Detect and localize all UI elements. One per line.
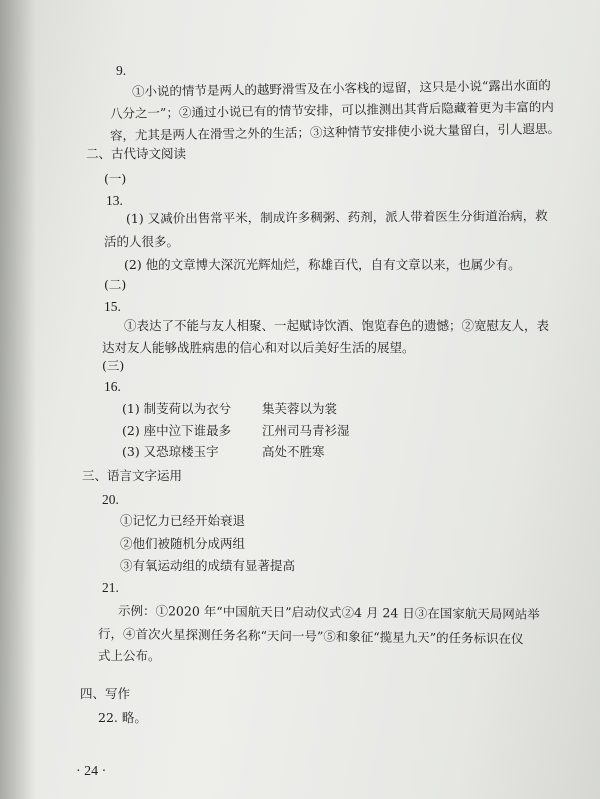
- q22-line: 22. 略。: [98, 710, 147, 725]
- q13-line-2: 活的人很多。: [104, 234, 180, 249]
- q13-line-1: (1) 又减价出售常平米，制成许多稠粥、药剂，派人带着医生分街道治病，救: [125, 208, 548, 226]
- q9-line-1: ①小说的情节是两人的越野滑雪及在小客栈的逗留，这只是小说“露出水面的: [131, 77, 551, 99]
- q21-line-3: 式上公布。: [98, 648, 161, 663]
- q21-number: 21.: [102, 580, 119, 595]
- section-2-part-1: (一): [104, 171, 127, 186]
- section-2-part-2: (二): [104, 277, 127, 292]
- q16-row-2-b: 江州司马青衫湿: [262, 423, 350, 438]
- page-number: · 24 ·: [76, 764, 107, 779]
- q15-line-1: ①表达了不能与友人相聚、一起赋诗饮酒、饱览春色的遗憾；②宽慰友人，表: [124, 318, 550, 333]
- q13-number: 13.: [106, 193, 123, 208]
- section-3-heading: 三、语言文字运用: [82, 468, 183, 483]
- q21-line-1: 示例：①2020 年“中国航天日”启动仪式②4 月 24 日③在国家航天局网站举: [117, 603, 540, 622]
- q9-number: 9.: [116, 63, 127, 78]
- q9-line-2: 八分之一”；②通过小说已有的情节安排，可以推测出其背后隐藏着更为丰富的内: [109, 99, 554, 121]
- section-4-heading: 四、写作: [80, 686, 131, 701]
- q16-row-3-b: 高处不胜寒: [262, 444, 325, 459]
- q16-row-3-a: (3) 又恐琼楼玉宇: [122, 444, 219, 459]
- q20-line-2: ②他们被随机分成两组: [120, 536, 246, 551]
- q20-number: 20.: [102, 492, 119, 507]
- page-shadow: [0, 0, 36, 799]
- q9-line-3: 容，尤其是两人在滑雪之外的生活；③这种情节安排使小说大量留白，引人遐思。: [109, 120, 561, 143]
- q16-row-1-a: (1) 制芰荷以为衣兮: [122, 401, 232, 416]
- q15-number: 15.: [104, 299, 121, 314]
- section-2-heading: 二、古代诗文阅读: [86, 146, 187, 161]
- q15-line-2: 达对友人能够战胜病患的信心和对以后美好生活的展望。: [102, 340, 415, 355]
- q20-line-3: ③有氧运动组的成绩有显著提高: [120, 558, 296, 573]
- q16-number: 16.: [104, 379, 121, 394]
- section-2-part-3: (三): [102, 358, 125, 373]
- q13-line-3: (2) 他的文章博大深沉光辉灿烂，称雄百代，自有文章以来，也属少有。: [124, 257, 521, 272]
- q21-line-2: 行，④首次火星探测任务名称“天问一号”⑤和象征“揽星九天”的任务标识在仪: [97, 626, 524, 647]
- q16-row-2-a: (2) 座中泣下谁最多: [122, 423, 232, 438]
- q16-row-1-b: 集芙蓉以为裳: [262, 401, 338, 416]
- q20-line-1: ①记忆力已经开始衰退: [120, 513, 246, 528]
